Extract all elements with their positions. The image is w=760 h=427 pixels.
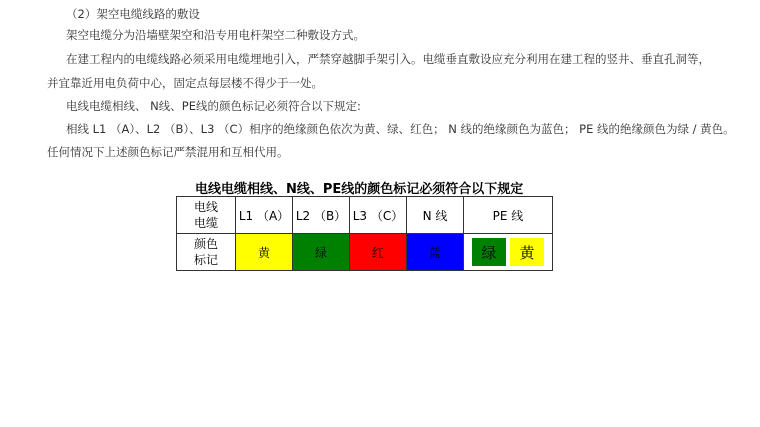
color-cell-yellow (236, 234, 293, 271)
column-header-l1: L1 （A） (236, 197, 293, 234)
color-cell-red (350, 234, 407, 271)
paragraph-4: 相线 L1 （A）、L2 （B）、L3 （C）相序的绝缘颜色依次为黄、绿、红色； N 线的绝缘颜色为蓝色； PE 线的绝缘颜色为绿 / 黄色。 (66, 122, 735, 136)
table-header-row (177, 197, 553, 234)
paragraph-3: 电线电缆相线、 N线、PE线的颜色标记必须符合以下规定: (66, 99, 361, 113)
column-header-l3: L3 （C） (350, 197, 407, 234)
pe-swatch-green (472, 238, 506, 266)
row-header-cable: 电线 电缆 (177, 197, 236, 234)
paragraph-2: 在建工程内的电缆线路必须采用电缆埋地引入，严禁穿越脚手架引入。电缆垂直敷设应充分利用在建工程的竖井、垂直孔洞等， (66, 52, 710, 66)
pe-label-green: 绿 (481, 243, 497, 262)
color-label-red: 红 (371, 245, 384, 260)
section-heading: （2）架空电缆线路的敷设 (66, 7, 200, 21)
table-title: 电线电缆相线、N线、PE线的颜色标记必须符合以下规定 (195, 182, 524, 197)
column-header-n: N 线 (407, 197, 464, 234)
row-header-color-mark: 颜色 标记 (177, 234, 236, 271)
column-header-l2: L2 （B） (293, 197, 350, 234)
pe-swatch-group (464, 238, 552, 266)
pe-swatch-yellow (510, 238, 544, 266)
color-cell-green (293, 234, 350, 271)
color-cell-blue (407, 234, 464, 271)
paragraph-2-continued: 并宜靠近用电负荷中心，固定点每层楼不得少于一处。 (47, 76, 323, 90)
pe-label-yellow: 黄 (519, 243, 535, 262)
color-label-blue: 蓝 (428, 245, 441, 260)
color-cell-pe (464, 234, 553, 271)
paragraph-4-continued: 任何情况下上述颜色标记严禁混用和互相代用。 (47, 145, 289, 159)
color-code-table (176, 196, 553, 271)
color-label-yellow: 黄 (257, 245, 270, 260)
color-label-green: 绿 (314, 245, 327, 260)
column-header-pe: PE 线 (464, 197, 553, 234)
paragraph-1: 架空电缆分为沿墙壁架空和沿专用电杆架空二种敷设方式。 (66, 28, 365, 42)
table-color-row (177, 234, 553, 271)
